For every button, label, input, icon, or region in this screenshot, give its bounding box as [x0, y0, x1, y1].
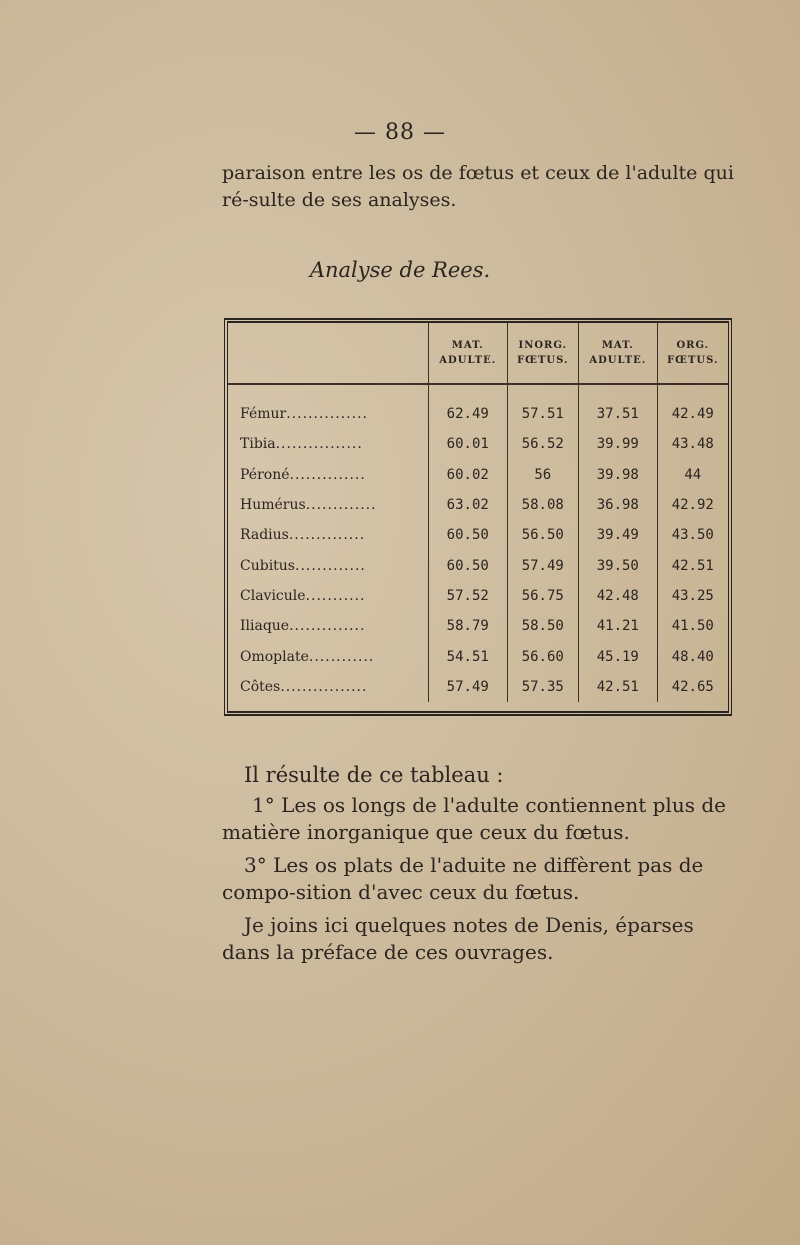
- bone-name-cell: [228, 550, 429, 580]
- table-row: [228, 429, 728, 459]
- leader-dots: ...........: [305, 587, 366, 604]
- value-cell: 56.75: [507, 581, 579, 611]
- paragraph-2: 3° Les os plats de l'aduite ne diffèrent pas de compo-sition d'avec ceux du fœtus.: [222, 853, 704, 904]
- value-cell: 57.49: [507, 550, 579, 580]
- bone-name: Tibia: [240, 436, 276, 453]
- analysis-table-frame: [224, 318, 732, 716]
- header-col-3: MAT. ADULTE.: [579, 323, 658, 384]
- bone-name: Clavicule: [240, 587, 306, 604]
- leader-dots: .............: [295, 557, 366, 574]
- bone-name: Iliaque: [240, 618, 290, 635]
- value-cell: 44: [657, 460, 728, 490]
- bone-name-cell: [228, 672, 429, 702]
- value-cell: 42.92: [657, 490, 728, 520]
- leader-dots: ..............: [289, 618, 366, 635]
- table-row: [228, 490, 728, 520]
- value-cell: 42.65: [657, 672, 728, 702]
- value-cell: 42.48: [579, 581, 658, 611]
- bone-name-cell: [228, 581, 429, 611]
- bone-name: Côtes: [240, 678, 281, 695]
- value-cell: 60.01: [429, 429, 508, 459]
- value-cell: 60.50: [429, 520, 508, 550]
- leader-dots: ............: [308, 648, 375, 665]
- value-cell: 43.48: [657, 429, 728, 459]
- paragraph-1: 1° Les os longs de l'adulte contiennent plus de matière inorganique que ceux du fœtus.: [222, 793, 726, 844]
- value-cell: 58.50: [507, 611, 579, 641]
- leader-dots: ..............: [288, 527, 366, 544]
- value-cell: 42.49: [657, 384, 728, 429]
- table-body: [228, 384, 728, 702]
- leader-dots: ...............: [286, 406, 368, 423]
- header-col-2: INORG. FŒTUS.: [507, 323, 579, 384]
- value-cell: 45.19: [579, 641, 658, 671]
- value-cell: 43.25: [657, 581, 728, 611]
- bone-name: Péroné: [240, 466, 290, 483]
- table-title: Analyse de Rees.: [309, 258, 491, 282]
- bone-name-cell: [228, 641, 429, 671]
- leader-dots: .............: [305, 497, 377, 514]
- table-row: [228, 520, 728, 550]
- value-cell: 58.08: [507, 490, 579, 520]
- table-header-row: [228, 323, 728, 384]
- value-cell: 56.60: [507, 641, 579, 671]
- value-cell: 39.99: [579, 429, 658, 459]
- value-cell: 60.50: [429, 550, 508, 580]
- bone-name-cell: [228, 429, 429, 459]
- paragraph-3: Je joins ici quelques notes de Denis, éparses dans la préface de ces ouvrages.: [222, 913, 694, 964]
- table-row: [228, 550, 728, 580]
- bone-name-cell: [228, 460, 429, 490]
- bone-name: Radius: [240, 527, 289, 544]
- analysis-table: [228, 323, 728, 702]
- value-cell: 54.51: [429, 641, 508, 671]
- value-cell: 39.49: [579, 520, 658, 550]
- value-cell: 56.52: [507, 429, 579, 459]
- value-cell: 48.40: [657, 641, 728, 671]
- value-cell: 57.51: [507, 384, 579, 429]
- bone-name: Omoplate: [240, 648, 309, 665]
- value-cell: 57.35: [507, 672, 579, 702]
- value-cell: 41.21: [579, 611, 658, 641]
- value-cell: 57.52: [429, 581, 508, 611]
- bone-name: Cubitus: [240, 557, 295, 574]
- value-cell: 56.50: [507, 520, 579, 550]
- leader-dots: ................: [280, 678, 368, 695]
- result-intro: Il résulte de ce tableau :: [244, 763, 504, 787]
- value-cell: 36.98: [579, 490, 658, 520]
- value-cell: 39.98: [579, 460, 658, 490]
- header-col-4: ORG. FŒTUS.: [657, 323, 728, 384]
- value-cell: 39.50: [579, 550, 658, 580]
- value-cell: 63.02: [429, 490, 508, 520]
- value-cell: 41.50: [657, 611, 728, 641]
- table-row: [228, 581, 728, 611]
- value-cell: 37.51: [579, 384, 658, 429]
- intro-paragraph: paraison entre les os de fœtus et ceux de l'adulte qui ré-sulte de ses analyses.: [222, 162, 734, 211]
- value-cell: 42.51: [657, 550, 728, 580]
- leader-dots: ..............: [289, 466, 366, 483]
- table-row: [228, 672, 728, 702]
- value-cell: 60.02: [429, 460, 508, 490]
- leader-dots: ................: [275, 436, 363, 453]
- value-cell: 58.79: [429, 611, 508, 641]
- table-row: [228, 384, 728, 429]
- bone-name: Fémur: [240, 406, 287, 423]
- value-cell: 56: [507, 460, 579, 490]
- bone-name: Humérus: [240, 497, 306, 514]
- bone-name-cell: [228, 611, 429, 641]
- page-number: — 88 —: [354, 120, 446, 145]
- bone-name-cell: [228, 490, 429, 520]
- table-row: [228, 460, 728, 490]
- bone-name-cell: [228, 520, 429, 550]
- bone-name-cell: [228, 384, 429, 429]
- value-cell: 43.50: [657, 520, 728, 550]
- value-cell: 57.49: [429, 672, 508, 702]
- value-cell: 42.51: [579, 672, 658, 702]
- value-cell: 62.49: [429, 384, 508, 429]
- header-col-1: MAT. ADULTE.: [429, 323, 508, 384]
- header-empty: [228, 323, 429, 384]
- table-row: [228, 611, 728, 641]
- table-row: [228, 641, 728, 671]
